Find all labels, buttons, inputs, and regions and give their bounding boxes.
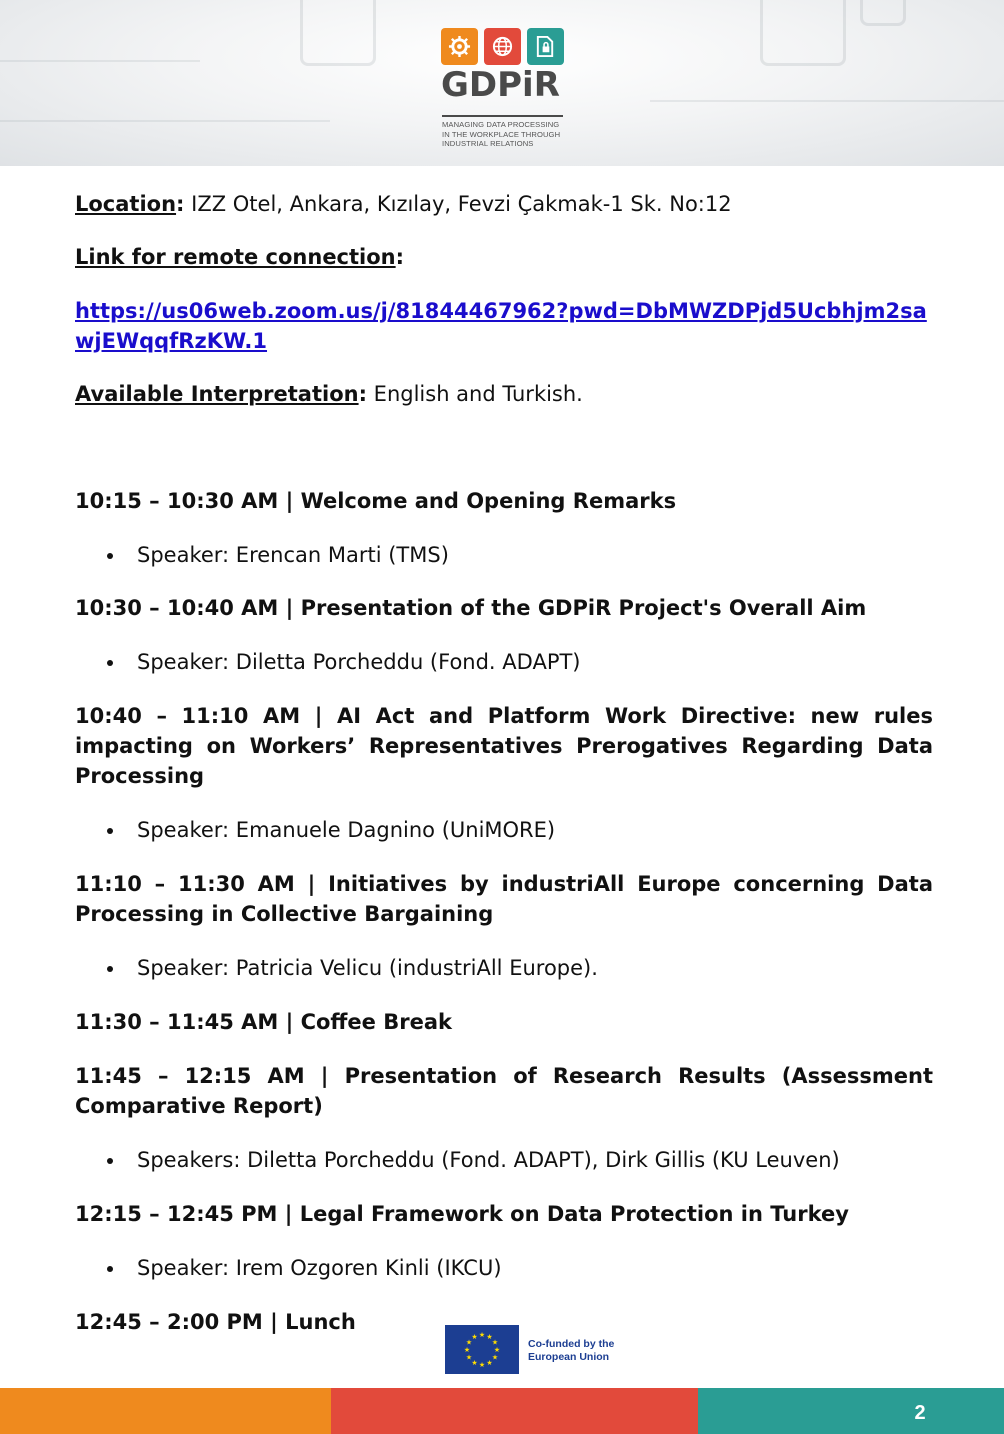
session-title: Initiatives by industriAll Europe concerning Data Processing in Collective Bargaining	[75, 872, 933, 926]
document-lock-icon	[527, 28, 564, 65]
lock-decoration	[860, 0, 906, 26]
session-time: 11:10 – 11:30 AM	[75, 872, 295, 896]
bullet-icon	[107, 660, 113, 666]
eu-star: ★	[465, 1353, 473, 1362]
agenda-speaker: Speakers: Diletta Porcheddu (Fond. ADAPT), Dirk Gillis (KU Leuven)	[75, 1145, 933, 1175]
eu-star: ★	[493, 1346, 501, 1354]
agenda-session: 11:30 – 11:45 AM | Coffee Break	[75, 1010, 452, 1034]
decoration-line	[0, 120, 330, 122]
remote-link-heading: Link for remote connection:	[75, 245, 405, 269]
bullet-icon	[107, 1158, 113, 1164]
page-number: 2	[914, 1402, 926, 1424]
agenda-session: 11:10 – 11:30 AM | Initiatives by industriAll Europe concerning Data Processing in Collective Bargaining	[75, 872, 933, 926]
lock-decoration	[300, 0, 376, 66]
logo-tagline: MANAGING DATA PROCESSING IN THE WORKPLACE THROUGH INDUSTRIAL RELATIONS	[442, 120, 561, 148]
eu-star: ★	[471, 1359, 478, 1367]
session-title: AI Act and Platform Work Directive: new rules impacting on Workers’ Representatives Prerogatives Regarding Data Processing	[75, 704, 933, 788]
eu-star: ★	[463, 1346, 471, 1354]
session-time: 10:30 – 10:40 AM	[75, 596, 279, 620]
logo-name: GDPiR	[441, 65, 560, 105]
agenda-speaker: Speaker: Patricia Velicu (industriAll Europe).	[75, 953, 933, 983]
eu-star: ★	[478, 1331, 486, 1339]
remote-link-line	[75, 296, 933, 356]
interpretation-label: Available Interpretation	[75, 382, 359, 406]
interpretation-value: English and Turkish.	[373, 382, 583, 406]
remote-link-label: Link for remote connection	[75, 245, 396, 269]
session-title: Lunch	[285, 1310, 356, 1334]
agenda-session: 10:40 – 11:10 AM | AI Act and Platform Work Directive: new rules impacting on Workers’ Representatives Prerogatives Regarding Data Processing	[75, 704, 933, 788]
agenda-session: 11:45 – 12:15 AM | Presentation of Research Results (Assessment Comparative Report)	[75, 1064, 934, 1118]
zoom-link[interactable]: https://us06web.zoom.us/j/81844467962?pwd=DbMWZDPjd5Ucbhjm2sawjEWqqfRzKW.1	[75, 299, 927, 353]
session-title: Coffee Break	[300, 1010, 452, 1034]
globe-icon	[484, 28, 521, 65]
session-time: 12:45 – 2:00 PM	[75, 1310, 263, 1334]
location-label: Location	[75, 192, 177, 216]
document-body	[75, 189, 933, 1337]
gdpir-logo	[441, 28, 571, 152]
eu-star: ★	[465, 1338, 473, 1347]
header-banner	[0, 0, 1004, 166]
session-title: Presentation of the GDPiR Project's Overall Aim	[300, 596, 867, 620]
session-time: 10:40 – 11:10 AM	[75, 704, 301, 728]
agenda-speaker: Speaker: Emanuele Dagnino (UniMORE)	[75, 815, 933, 845]
location-value: IZZ Otel, Ankara, Kızılay, Fevzi Çakmak-1 Sk. No:12	[191, 192, 732, 216]
session-time: 12:15 – 12:45 PM	[75, 1202, 278, 1226]
agenda-session: 12:45 – 2:00 PM | Lunch	[75, 1310, 356, 1334]
agenda-speaker: Speaker: Erencan Marti (TMS)	[75, 540, 933, 570]
session-time: 10:15 – 10:30 AM	[75, 489, 279, 513]
footer-stripe-orange	[0, 1388, 331, 1434]
eu-star: ★	[471, 1333, 478, 1341]
bullet-icon	[107, 1266, 113, 1272]
session-title: Welcome and Opening Remarks	[300, 489, 677, 513]
footer-stripe-red	[331, 1388, 698, 1434]
eu-flag-icon	[445, 1325, 519, 1374]
bullet-icon	[107, 828, 113, 834]
logo-rule	[442, 115, 563, 117]
agenda-speaker: Speaker: Diletta Porcheddu (Fond. ADAPT)	[75, 647, 933, 677]
footer-stripe-teal	[698, 1388, 1004, 1434]
interpretation-line: Available Interpretation: English and Turkish.	[75, 382, 583, 406]
eu-star: ★	[486, 1333, 493, 1341]
eu-star: ★	[478, 1361, 486, 1369]
gear-icon	[441, 28, 478, 65]
session-time: 11:45 – 12:15 AM	[75, 1064, 305, 1088]
bullet-icon	[107, 966, 113, 972]
bullet-icon	[107, 553, 113, 559]
session-time: 11:30 – 11:45 AM	[75, 1010, 279, 1034]
agenda-session: 10:15 – 10:30 AM | Welcome and Opening Remarks	[75, 489, 677, 513]
session-title: Presentation of Research Results (Assessment Comparative Report)	[75, 1064, 934, 1118]
agenda-session: 12:15 – 12:45 PM | Legal Framework on Data Protection in Turkey	[75, 1202, 849, 1226]
session-title: Legal Framework on Data Protection in Turkey	[299, 1202, 849, 1226]
eu-star: ★	[486, 1359, 493, 1367]
agenda	[75, 486, 933, 1337]
eu-star: ★	[491, 1338, 499, 1347]
eu-cofunded-text: Co-funded by the European Union	[528, 1338, 615, 1363]
agenda-session: 10:30 – 10:40 AM | Presentation of the GDPiR Project's Overall Aim	[75, 596, 867, 620]
decoration-line	[650, 100, 1004, 102]
decoration-line	[0, 60, 200, 62]
lock-decoration	[760, 0, 846, 66]
agenda-speaker: Speaker: Irem Ozgoren Kinli (IKCU)	[75, 1253, 933, 1283]
eu-star: ★	[491, 1353, 499, 1362]
location-line: Location: IZZ Otel, Ankara, Kızılay, Fevzi Çakmak-1 Sk. No:12	[75, 192, 732, 216]
